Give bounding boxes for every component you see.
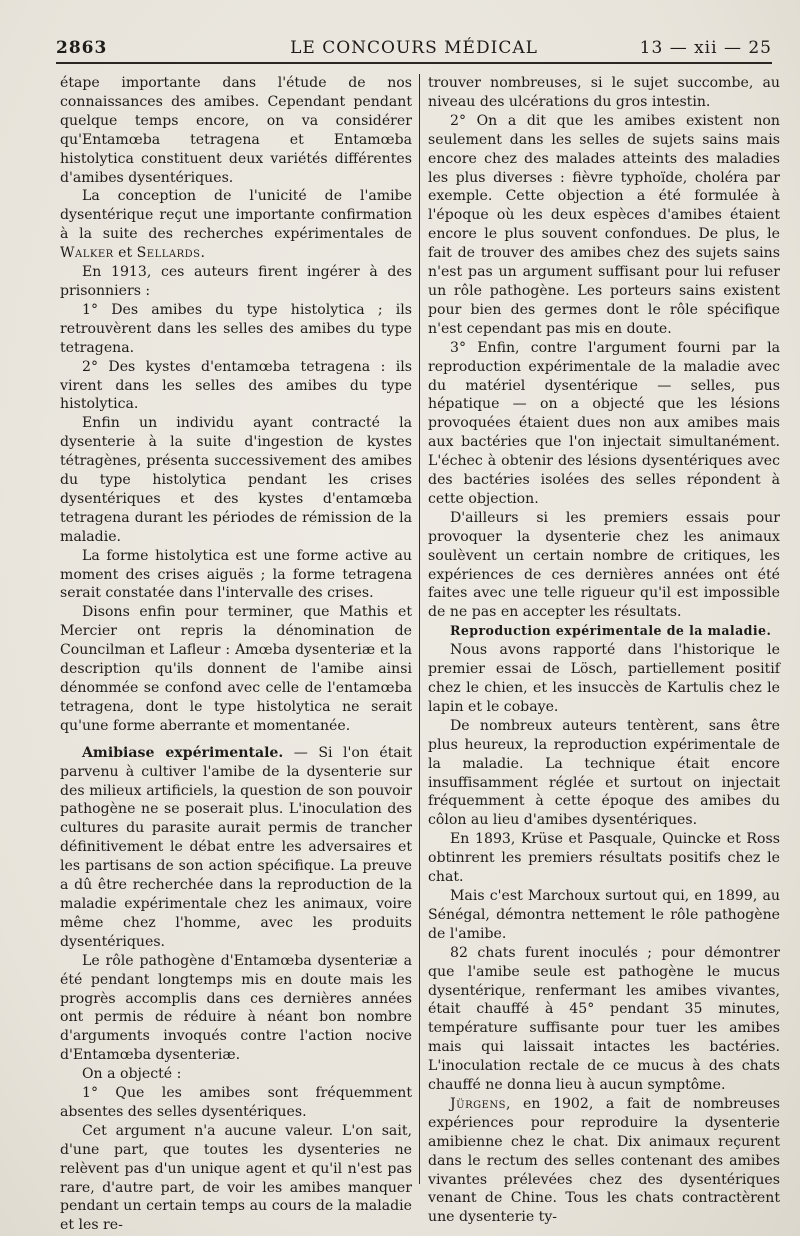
paragraph: Cet argument n'a aucune valeur. L'on sait, d'une part, que toutes les dysenteries ne relèvent pas d'un unique agent et qu'il n'est pas rare, d'autre part, de voir les amibes manquer pendant un certain temps au cours de la maladie et les re- <box>60 1122 412 1234</box>
paragraph: Enfin un individu ayant contracté la dysenterie à la suite d'ingestion de kystes tétragènes, présenta successivement des amibes du type histolytica pendant les crises dysentériques et des kystes d'entamœba tetragena durant les périodes de rémission de la maladie. <box>60 415 412 545</box>
paragraph: En 1893, Krüse et Pasquale, Quincke et Ross obtinrent les premiers résultats positifs chez le chat. <box>428 831 780 886</box>
paragraph: 82 chats furent inoculés ; pour démontrer que l'amibe seule est pathogène le mucus dysentérique, renfermant les amibes vivantes, était chauffé à 45° pendant 35 minutes, température suffisante pour tuer les amibes mais qui laissait intactes les bactéries. L'inoculation rectale de ce mucus à des chats chauffé ne donna lieu à aucun symptôme. <box>428 944 780 1094</box>
paragraph: On a objecté : <box>82 1066 182 1083</box>
paragraph: Disons enfin pour terminer, que Mathis et Mercier ont repris la dénomination de Councilman et Lafleur : Amœba dysenteriæ et la description qu'ils donnent de l'amibe ainsi dénommée se confond avec celle de l'entamœba tetragena, dont le type histolytica ne serait qu'une forme aberrante et momentanée. <box>60 604 412 734</box>
author-name: Walker <box>60 245 114 262</box>
paragraph: Nous avons rapporté dans l'historique le premier essai de Lösch, partiellement positif chez le chien, et les insuccès de Kartulis chez le lapin et le cobaye. <box>428 642 780 715</box>
text-run: , en 1902, a fait de nombreuses expériences pour reproduire la dysenterie amibienne chez le chat. Dix animaux reçurent dans le rectum des selles contenant des amibes vivantes prélevées chez des dysentériques venant de Chine. Tous les chats contractèrent une dysenterie ty- <box>428 1095 780 1226</box>
paragraph: 2° Des kystes d'entamœba tetragena : ils virent dans les selles des amibes du type histolytica. <box>60 358 412 413</box>
text-run: et <box>113 245 137 262</box>
author-name: Jürgens <box>450 1095 506 1112</box>
paragraph <box>60 187 412 263</box>
column-divider <box>419 74 420 1184</box>
journal-title: LE CONCOURS MÉDICAL <box>290 38 538 58</box>
paragraph: 3° Enfin, contre l'argument fourni par la reproduction expérimentale de la maladie avec du matériel dysentérique — selles, pus hépatique — on a objecté que les lésions provoquées étaient dues non aux amibes mais aux bactéries que l'on injectait simultanément. L'échec à obtenir des lésions dysentériques avec des bactéries isolées des selles répondent à cette objection. <box>428 339 780 507</box>
paragraph: 1° Des amibes du type histolytica ; ils retrouvèrent dans les selles des amibes du type tetragena. <box>60 301 412 356</box>
paragraph: D'ailleurs si les premiers essais pour provoquer la dysenterie chez les animaux soulèvent un certain nombre de critiques, les expériences de ces dernières années ont été faites avec une telle rigueur qu'il est impossible de ne pas en accepter les résultats. <box>428 509 780 621</box>
author-name: Sellards <box>136 245 201 262</box>
page-header <box>56 36 772 64</box>
paragraph: Mais c'est Marchoux surtout qui, en 1899, au Sénégal, démontra nettement le rôle pathogène de l'amibe. <box>428 887 780 942</box>
paragraph: Le rôle pathogène d'Entamœba dysenteriæ a été pendant longtemps mis en doute mais les progrès accomplis dans ces dernières années ont permis de réduire à néant bon nombre d'arguments invoqués contre l'action nocive d'Entamœba dysenteriæ. <box>60 952 412 1064</box>
section-heading: Amibiase expérimentale. <box>82 744 284 761</box>
left-column <box>60 74 412 1235</box>
paragraph: étape importante dans l'étude de nos connaissances des amibes. Cependant pendant quelque temps encore, on va considérer qu'Entamœba tetragena et Entamœba histolytica constituent deux variétés différentes d'amibes dysentériques. <box>60 75 412 186</box>
paragraph: trouver nombreuses, si le sujet succombe, au niveau des ulcérations du gros intestin. <box>428 75 780 110</box>
paragraph: 1° Que les amibes sont fréquemment absentes des selles dysentériques. <box>60 1085 412 1120</box>
text-run: — Si l'on était parvenu à cultiver l'amibe de la dysenterie sur des milieux artificiels, la question de son pouvoir pathogène ne se poserait plus. L'inoculation des cultures du parasite aurait permis de trancher définitivement le débat entre les adversaires et les partisans de son action spécifique. La preuve a dû être recherchée dans la reproduction de la maladie expérimentale chez les animaux, voire même chez l'homme, avec les produits dysentériques. <box>60 744 412 950</box>
paragraph: La forme histolytica est une forme active au moment des crises aiguës ; la forme tetragena serait constatée dans l'intervalle des crises. <box>60 547 412 602</box>
text-run: La conception de l'unicité de l'amibe dysentérique reçut une importante confirmation à la suite des recherches expérimentales de <box>60 188 412 243</box>
issue-date: 13 — xii — 25 <box>639 38 772 58</box>
paragraph: De nombreux auteurs tentèrent, sans être plus heureux, la reproduction expérimentale de la maladie. La technique était encore insuffisamment réglée et surtout on injectait fréquemment à cette époque des amibes du côlon au lieu d'amibes dysentériques. <box>428 717 780 829</box>
paragraph: 2° On a dit que les amibes existent non seulement dans les selles de sujets sains mais encore chez des malades atteints des maladies les plus diverses : fièvre typhoïde, choléra par exemple. Cette objection a été formulée à l'époque où les deux espèces d'amibes étaient encore le plus souvent confondues. De plus, le fait de trouver des amibes chez des sujets sains n'est pas un argument suffisant pour lui refuser un rôle pathogène. Les porteurs sains existent pour bien des germes dont le rôle spécifique n'est cependant pas mis en doute. <box>428 112 780 337</box>
section-heading: Reproduction expérimentale de la maladie. <box>450 623 772 639</box>
page-number: 2863 <box>56 38 108 58</box>
right-column <box>428 74 780 1227</box>
text-run: . <box>200 245 205 262</box>
paragraph <box>428 1095 780 1227</box>
paragraph: En 1913, ces auteurs firent ingérer à des prisonniers : <box>60 264 412 299</box>
paragraph <box>60 744 412 952</box>
